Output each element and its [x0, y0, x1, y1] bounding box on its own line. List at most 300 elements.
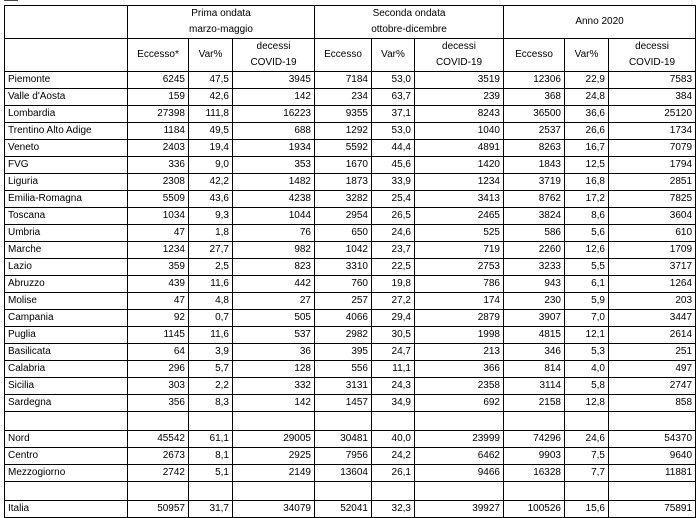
table-cell: 537: [233, 327, 315, 344]
table-cell: 29005: [233, 431, 315, 448]
table-cell: 5,7: [189, 361, 233, 378]
empty-cell: [415, 412, 504, 431]
table-cell: 858: [609, 395, 696, 412]
table-cell: 1873: [315, 174, 372, 191]
table-cell: 23,7: [372, 242, 415, 259]
table-cell: 9903: [504, 448, 565, 465]
empty-cell: [128, 482, 189, 501]
empty-cell: [189, 412, 233, 431]
col-var-year: Var%: [565, 39, 609, 72]
col-var-second: Var%: [372, 39, 415, 72]
table-cell: 36,6: [565, 106, 609, 123]
table-cell: 11,6: [189, 276, 233, 293]
table-cell: 27: [233, 293, 315, 310]
table-cell: 40,0: [372, 431, 415, 448]
table-cell: 24,8: [565, 89, 609, 106]
table-cell: 45,6: [372, 157, 415, 174]
table-cell: 22,9: [565, 72, 609, 89]
table-cell: 9640: [609, 448, 696, 465]
table-cell: 3945: [233, 72, 315, 89]
table-cell: 42,2: [189, 174, 233, 191]
region-row: [5, 242, 696, 259]
table-cell: 27,7: [189, 242, 233, 259]
region-header-cell: [5, 39, 128, 72]
col-covid-deaths-year: decessi COVID-19: [609, 39, 696, 72]
region-row: [5, 174, 696, 191]
table-cell: 92: [128, 310, 189, 327]
table-cell: 505: [233, 310, 315, 327]
row-label: Valle d'Aosta: [5, 89, 128, 106]
table-cell: 6462: [415, 448, 504, 465]
table-cell: 76: [233, 225, 315, 242]
row-label: Nord: [5, 431, 128, 448]
table-cell: 368: [504, 89, 565, 106]
table-cell: 11,1: [372, 361, 415, 378]
table-cell: 2925: [233, 448, 315, 465]
table-cell: 2158: [504, 395, 565, 412]
table-cell: 943: [504, 276, 565, 293]
table-cell: 3131: [315, 378, 372, 395]
table-cell: 1044: [233, 208, 315, 225]
table-cell: 3114: [504, 378, 565, 395]
table-cell: 44,4: [372, 140, 415, 157]
table-cell: 203: [609, 293, 696, 310]
table-cell: 27398: [128, 106, 189, 123]
region-row: [5, 344, 696, 361]
table-cell: 497: [609, 361, 696, 378]
table-cell: 7956: [315, 448, 372, 465]
table-cell: 296: [128, 361, 189, 378]
table-cell: 43,6: [189, 191, 233, 208]
row-label: Lombardia: [5, 106, 128, 123]
region-row: [5, 157, 696, 174]
table-cell: 13604: [315, 465, 372, 482]
table-cell: 3519: [415, 72, 504, 89]
table-cell: 2954: [315, 208, 372, 225]
table-cell: 61,1: [189, 431, 233, 448]
table-cell: 336: [128, 157, 189, 174]
table-cell: 4066: [315, 310, 372, 327]
table-cell: 16,8: [565, 174, 609, 191]
table-cell: 1998: [415, 327, 504, 344]
table-cell: 0,7: [189, 310, 233, 327]
col-excess-year: Eccesso: [504, 39, 565, 72]
table-cell: 174: [415, 293, 504, 310]
table-cell: 7583: [609, 72, 696, 89]
table-cell: 5,6: [565, 225, 609, 242]
table-cell: 53,0: [372, 72, 415, 89]
table-cell: 7,0: [565, 310, 609, 327]
table-cell: 74296: [504, 431, 565, 448]
table-cell: 26,1: [372, 465, 415, 482]
table-cell: 8,6: [565, 208, 609, 225]
table-cell: 7079: [609, 140, 696, 157]
table-cell: 1234: [128, 242, 189, 259]
table-cell: 586: [504, 225, 565, 242]
row-label: Basilicata: [5, 344, 128, 361]
region-row: [5, 208, 696, 225]
table-cell: 688: [233, 123, 315, 140]
table-cell: 42,6: [189, 89, 233, 106]
table-cell: 3310: [315, 259, 372, 276]
table-cell: 786: [415, 276, 504, 293]
empty-cell: [5, 482, 128, 501]
table-cell: 2,5: [189, 259, 233, 276]
table-cell: 3604: [609, 208, 696, 225]
table-cell: 128: [233, 361, 315, 378]
table-cell: 31,7: [189, 501, 233, 518]
table-cell: 2673: [128, 448, 189, 465]
table-cell: 7184: [315, 72, 372, 89]
table-cell: 442: [233, 276, 315, 293]
table-cell: 359: [128, 259, 189, 276]
table-cell: 27,2: [372, 293, 415, 310]
region-row: [5, 191, 696, 208]
table-cell: 36: [233, 344, 315, 361]
table-cell: 2465: [415, 208, 504, 225]
table-cell: 4238: [233, 191, 315, 208]
table-cell: 24,7: [372, 344, 415, 361]
table-cell: 12,6: [565, 242, 609, 259]
table-cell: 1934: [233, 140, 315, 157]
table-cell: 50957: [128, 501, 189, 518]
table-cell: 9,0: [189, 157, 233, 174]
table-cell: 34079: [233, 501, 315, 518]
table-body: [5, 72, 696, 518]
table-cell: 1420: [415, 157, 504, 174]
table-cell: 5,5: [565, 259, 609, 276]
table-cell: 556: [315, 361, 372, 378]
table-cell: 12,8: [565, 395, 609, 412]
col-excess-first: Eccesso*: [128, 39, 189, 72]
table-cell: 5592: [315, 140, 372, 157]
table-cell: 17,2: [565, 191, 609, 208]
table-cell: 1292: [315, 123, 372, 140]
region-row: [5, 361, 696, 378]
table-cell: 1843: [504, 157, 565, 174]
table-cell: 49,5: [189, 123, 233, 140]
table-cell: 1482: [233, 174, 315, 191]
table-cell: 142: [233, 395, 315, 412]
col-var-first: Var%: [189, 39, 233, 72]
empty-cell: [565, 482, 609, 501]
table-cell: 5,3: [565, 344, 609, 361]
spacer-row: [5, 482, 696, 501]
table-cell: 47: [128, 225, 189, 242]
table-cell: 3719: [504, 174, 565, 191]
table-cell: 142: [233, 89, 315, 106]
table-cell: 2260: [504, 242, 565, 259]
row-label: Sicilia: [5, 378, 128, 395]
table-cell: 1034: [128, 208, 189, 225]
table-cell: 7,7: [565, 465, 609, 482]
total-row: [5, 501, 696, 518]
empty-cell: [415, 482, 504, 501]
table-cell: 5,8: [565, 378, 609, 395]
region-row: [5, 123, 696, 140]
table-cell: 64: [128, 344, 189, 361]
table-cell: 24,6: [372, 225, 415, 242]
header-year-2020: Anno 2020: [504, 6, 696, 39]
table-cell: 2614: [609, 327, 696, 344]
table-cell: 2537: [504, 123, 565, 140]
empty-cell: [504, 482, 565, 501]
table-cell: 12306: [504, 72, 565, 89]
table-cell: 1457: [315, 395, 372, 412]
table-cell: 11881: [609, 465, 696, 482]
table-cell: 692: [415, 395, 504, 412]
empty-cell: [128, 412, 189, 431]
table-cell: 6,1: [565, 276, 609, 293]
table-cell: 2851: [609, 174, 696, 191]
region-row: [5, 276, 696, 293]
row-label: Abruzzo: [5, 276, 128, 293]
table-cell: 2358: [415, 378, 504, 395]
table-cell: 11,6: [189, 327, 233, 344]
row-label: Umbria: [5, 225, 128, 242]
table-cell: 6245: [128, 72, 189, 89]
table-cell: 2742: [128, 465, 189, 482]
table-cell: 251: [609, 344, 696, 361]
row-label: FVG: [5, 157, 128, 174]
empty-cell: [233, 482, 315, 501]
row-label: Campania: [5, 310, 128, 327]
empty-cell: [372, 412, 415, 431]
row-label: Liguria: [5, 174, 128, 191]
row-label: Piemonte: [5, 72, 128, 89]
row-label: Sardegna: [5, 395, 128, 412]
row-label: Puglia: [5, 327, 128, 344]
table-cell: 5509: [128, 191, 189, 208]
table-cell: 1709: [609, 242, 696, 259]
table-cell: 34,9: [372, 395, 415, 412]
row-label: Marche: [5, 242, 128, 259]
region-row: [5, 259, 696, 276]
table-cell: 3447: [609, 310, 696, 327]
table-cell: 7825: [609, 191, 696, 208]
table-cell: 26,6: [565, 123, 609, 140]
table-cell: 356: [128, 395, 189, 412]
table-cell: 1184: [128, 123, 189, 140]
table-cell: 366: [415, 361, 504, 378]
table-cell: 4891: [415, 140, 504, 157]
region-row: [5, 140, 696, 157]
empty-cell: [609, 412, 696, 431]
table-cell: 9466: [415, 465, 504, 482]
area-row: [5, 465, 696, 482]
table-cell: 100526: [504, 501, 565, 518]
row-label: Molise: [5, 293, 128, 310]
table-cell: 16328: [504, 465, 565, 482]
empty-cell: [372, 482, 415, 501]
table-cell: 45542: [128, 431, 189, 448]
table-cell: 2403: [128, 140, 189, 157]
table-cell: 75891: [609, 501, 696, 518]
table-cell: 33,9: [372, 174, 415, 191]
empty-cell: [233, 412, 315, 431]
table-cell: 7,5: [565, 448, 609, 465]
table-cell: 1040: [415, 123, 504, 140]
row-label: Lazio: [5, 259, 128, 276]
table-cell: 650: [315, 225, 372, 242]
table-cell: 111,8: [189, 106, 233, 123]
table-cell: 24,2: [372, 448, 415, 465]
region-row: [5, 293, 696, 310]
corner-header-cell: [5, 6, 128, 39]
table-cell: 4,8: [189, 293, 233, 310]
table-cell: 823: [233, 259, 315, 276]
header-second-wave: Seconda ondata ottobre-dicembre: [315, 6, 504, 39]
table-cell: 3,9: [189, 344, 233, 361]
table-cell: 760: [315, 276, 372, 293]
mortality-table: [4, 5, 696, 518]
table-cell: 3282: [315, 191, 372, 208]
table-cell: 3717: [609, 259, 696, 276]
table-cell: 16,7: [565, 140, 609, 157]
table-cell: 1234: [415, 174, 504, 191]
table-cell: 332: [233, 378, 315, 395]
table-cell: 23999: [415, 431, 504, 448]
table-cell: 9,3: [189, 208, 233, 225]
table-cell: 39927: [415, 501, 504, 518]
row-label: Toscana: [5, 208, 128, 225]
row-label: Trentino Alto Adige: [5, 123, 128, 140]
table-cell: 2982: [315, 327, 372, 344]
table-cell: 32,3: [372, 501, 415, 518]
table-cell: 257: [315, 293, 372, 310]
table-cell: 3233: [504, 259, 565, 276]
table-cell: 2879: [415, 310, 504, 327]
table-cell: 53,0: [372, 123, 415, 140]
table-cell: 2149: [233, 465, 315, 482]
table-cell: 25,4: [372, 191, 415, 208]
table-cell: 54370: [609, 431, 696, 448]
spacer-row: [5, 412, 696, 431]
table-cell: 19,8: [372, 276, 415, 293]
table-cell: 47,5: [189, 72, 233, 89]
table-cell: 159: [128, 89, 189, 106]
table-cell: 1670: [315, 157, 372, 174]
table-cell: 1734: [609, 123, 696, 140]
table-cell: 37,1: [372, 106, 415, 123]
table-cell: 52041: [315, 501, 372, 518]
table-cell: 5,1: [189, 465, 233, 482]
table-cell: 36500: [504, 106, 565, 123]
table-cell: 982: [233, 242, 315, 259]
table-cell: 8243: [415, 106, 504, 123]
table-cell: 230: [504, 293, 565, 310]
table-cell: 3907: [504, 310, 565, 327]
table-cell: 29,4: [372, 310, 415, 327]
table-cell: 2747: [609, 378, 696, 395]
empty-cell: [565, 412, 609, 431]
region-row: [5, 327, 696, 344]
row-label: Calabria: [5, 361, 128, 378]
table-cell: 22,5: [372, 259, 415, 276]
region-row: [5, 395, 696, 412]
region-row: [5, 225, 696, 242]
area-row: [5, 448, 696, 465]
table-cell: 213: [415, 344, 504, 361]
table-cell: 439: [128, 276, 189, 293]
region-row: [5, 72, 696, 89]
row-label: Italia: [5, 501, 128, 518]
table-cell: 1264: [609, 276, 696, 293]
corner-mark: [4, 0, 18, 4]
table-cell: 15,6: [565, 501, 609, 518]
table-cell: 2753: [415, 259, 504, 276]
region-row: [5, 310, 696, 327]
table-cell: 610: [609, 225, 696, 242]
table-cell: 719: [415, 242, 504, 259]
table-cell: 12,1: [565, 327, 609, 344]
table-cell: 25120: [609, 106, 696, 123]
table-cell: 384: [609, 89, 696, 106]
table-cell: 12,5: [565, 157, 609, 174]
col-covid-deaths-first: decessi COVID-19: [233, 39, 315, 72]
empty-cell: [315, 482, 372, 501]
table-cell: 525: [415, 225, 504, 242]
table-cell: 3824: [504, 208, 565, 225]
table-cell: 353: [233, 157, 315, 174]
table-cell: 16223: [233, 106, 315, 123]
table-cell: 1794: [609, 157, 696, 174]
table-cell: 8762: [504, 191, 565, 208]
table-cell: 1145: [128, 327, 189, 344]
empty-cell: [5, 412, 128, 431]
table-cell: 1,8: [189, 225, 233, 242]
region-row: [5, 378, 696, 395]
table-cell: 8,1: [189, 448, 233, 465]
table-cell: 24,3: [372, 378, 415, 395]
region-row: [5, 106, 696, 123]
table-cell: 303: [128, 378, 189, 395]
table-cell: 5,9: [565, 293, 609, 310]
col-covid-deaths-second: decessi COVID-19: [415, 39, 504, 72]
table-cell: 24,6: [565, 431, 609, 448]
table-cell: 30,5: [372, 327, 415, 344]
row-label: Centro: [5, 448, 128, 465]
table-cell: 2308: [128, 174, 189, 191]
table-cell: 9355: [315, 106, 372, 123]
table-cell: 63,7: [372, 89, 415, 106]
region-row: [5, 89, 696, 106]
table-cell: 19,4: [189, 140, 233, 157]
table-cell: 8263: [504, 140, 565, 157]
table-cell: 234: [315, 89, 372, 106]
empty-cell: [315, 412, 372, 431]
table-cell: 239: [415, 89, 504, 106]
table-cell: 26,5: [372, 208, 415, 225]
table-cell: 346: [504, 344, 565, 361]
table-cell: 2,2: [189, 378, 233, 395]
row-label: Emilia-Romagna: [5, 191, 128, 208]
empty-cell: [189, 482, 233, 501]
table-cell: 814: [504, 361, 565, 378]
table-cell: 4,0: [565, 361, 609, 378]
table-cell: 47: [128, 293, 189, 310]
table-cell: 4815: [504, 327, 565, 344]
table-cell: 395: [315, 344, 372, 361]
empty-cell: [504, 412, 565, 431]
table-cell: 30481: [315, 431, 372, 448]
header-first-wave: Prima ondata marzo-maggio: [128, 6, 315, 39]
table-cell: 3413: [415, 191, 504, 208]
col-excess-second: Eccesso: [315, 39, 372, 72]
area-row: [5, 431, 696, 448]
table-cell: 8,3: [189, 395, 233, 412]
row-label: Mezzogiorno: [5, 465, 128, 482]
